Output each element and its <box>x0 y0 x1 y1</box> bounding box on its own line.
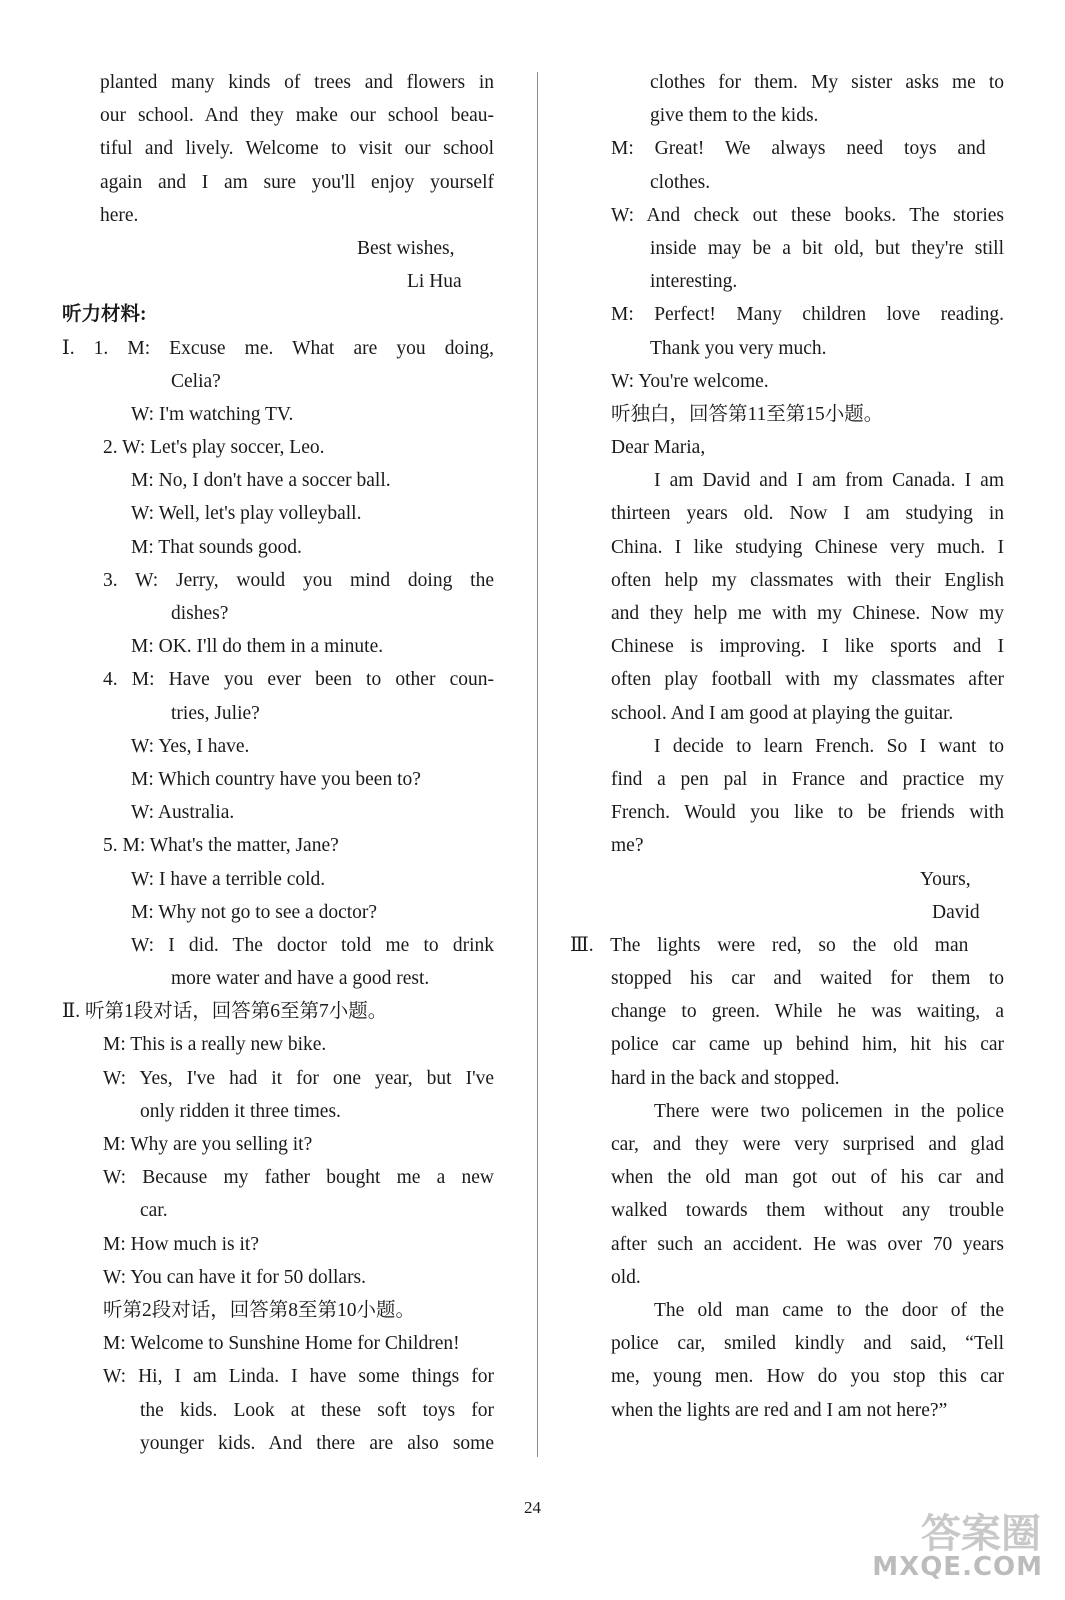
watermark-logo <box>870 1500 1055 1590</box>
text-line: after such an accident. He was over 70 years <box>611 1233 1004 1255</box>
right-column <box>570 66 1004 1427</box>
text-line: Ⅲ. The lights were red, so the old man <box>570 934 969 956</box>
text-line: when the lights are red and I am not here?” <box>611 1399 948 1421</box>
text-line: younger kids. And there are also some <box>140 1432 494 1454</box>
text-line: W: Hi, I am Linda. I have some things for <box>103 1366 494 1388</box>
text-line: M: That sounds good. <box>131 536 302 558</box>
text-line: Ⅱ. 听第1段对话，回答第6至第7小题。 <box>62 1001 388 1023</box>
text-line: clothes. <box>650 171 711 193</box>
text-line: French. Would you like to be friends with <box>611 802 1004 824</box>
column-divider <box>537 72 538 1457</box>
text-line: Li Hua <box>407 271 462 293</box>
text-line: W: Yes, I have. <box>131 735 250 757</box>
text-line: planted many kinds of trees and flowers in <box>100 72 494 93</box>
text-line: Dear Maria, <box>611 437 706 459</box>
text-line: thirteen years old. Now I am studying in <box>611 503 1004 525</box>
text-line: police car, smiled kindly and said, “Tell <box>611 1333 1004 1355</box>
text-line: often play football with my classmates after <box>611 669 1004 691</box>
text-line: walked towards them without any trouble <box>611 1200 1004 1222</box>
text-line: Best wishes, <box>357 237 455 259</box>
text-line: clothes for them. My sister asks me to <box>650 72 1004 93</box>
text-line: W: Yes, I've had it for one year, but I've <box>103 1067 494 1089</box>
text-line: Thank you very much. <box>650 337 827 359</box>
text-line: dishes? <box>171 603 229 624</box>
text-line: M: OK. I'll do them in a minute. <box>131 636 384 658</box>
watermark-top-text: 答案圈 <box>921 1511 1041 1557</box>
text-line: interesting. <box>650 271 738 293</box>
text-line: M: Perfect! Many children love reading. <box>611 304 1004 326</box>
text-line: more water and have a good rest. <box>171 968 430 990</box>
text-line: W: I'm watching TV. <box>131 403 294 425</box>
text-line: 3. W: Jerry, would you mind doing the <box>103 569 494 591</box>
text-line: David <box>932 901 980 923</box>
text-line: Ⅰ. 1. M: Excuse me. What are you doing, <box>62 337 494 359</box>
text-line: I am David and I am from Canada. I am <box>654 470 1004 492</box>
text-line: often help my classmates with their English <box>611 569 1004 591</box>
page-number: 24 <box>524 1498 541 1517</box>
text-line: find a pen pal in France and practice my <box>611 768 1004 790</box>
left-column <box>62 66 494 1460</box>
text-line: hard in the back and stopped. <box>611 1067 840 1089</box>
text-line: only ridden it three times. <box>140 1100 341 1122</box>
text-line: police car came up behind him, hit his car <box>611 1034 1004 1056</box>
text-line: me? <box>611 835 644 857</box>
text-line: M: Welcome to Sunshine Home for Children! <box>103 1333 460 1355</box>
text-line: Chinese is improving. I like sports and I <box>611 636 1004 658</box>
text-line: W: I have a terrible cold. <box>131 868 326 890</box>
text-line: give them to the kids. <box>650 105 819 127</box>
text-line: W: Because my father bought me a new <box>103 1167 494 1189</box>
text-line: tries, Julie? <box>171 702 260 724</box>
text-line: me, young men. How do you stop this car <box>611 1366 1004 1388</box>
text-line: M: This is a really new bike. <box>103 1034 327 1056</box>
text-line: W: And check out these books. The stories <box>611 204 1004 226</box>
watermark-bottom-text: MXQE.COM <box>872 1552 1043 1582</box>
text-line: 2. W: Let's play soccer, Leo. <box>103 437 325 459</box>
text-line: inside may be a bit old, but they're still <box>650 237 1004 259</box>
text-line: school. And I am good at playing the guitar. <box>611 702 954 724</box>
text-line: Celia? <box>171 370 221 392</box>
text-line: M: No, I don't have a soccer ball. <box>131 470 391 492</box>
text-line: and they help me with my Chinese. Now my <box>611 603 1004 624</box>
text-line: the kids. Look at these soft toys for <box>140 1399 494 1421</box>
text-line: W: You can have it for 50 dollars. <box>103 1266 367 1288</box>
text-line: There were two policemen in the police <box>654 1100 1004 1122</box>
text-line: 听第2段对话，回答第8至第10小题。 <box>103 1299 416 1321</box>
text-line: again and I am sure you'll enjoy yourself <box>100 171 494 193</box>
text-line: 5. M: What's the matter, Jane? <box>103 835 339 857</box>
text-line: M: Why are you selling it? <box>103 1134 313 1155</box>
text-line: W: Australia. <box>131 802 235 824</box>
text-line: old. <box>611 1266 641 1288</box>
text-line: M: How much is it? <box>103 1233 259 1255</box>
text-line: car. <box>140 1200 168 1222</box>
text-line: tiful and lively. Welcome to visit our school <box>100 138 494 160</box>
text-line: W: You're welcome. <box>611 370 769 392</box>
text-line: car, and they were very surprised and glad <box>611 1134 1004 1155</box>
text-line: The old man came to the door of the <box>654 1299 1004 1321</box>
text-line: W: I did. The doctor told me to drink <box>131 934 494 956</box>
text-line: 听力材料: <box>62 304 147 326</box>
text-line: China. I like studying Chinese very much. I <box>611 536 1004 558</box>
text-line: M: Which country have you been to? <box>131 768 421 790</box>
text-line: 听独白，回答第11至第15小题。 <box>611 403 884 425</box>
text-line: stopped his car and waited for them to <box>611 968 1004 990</box>
text-line: M: Why not go to see a doctor? <box>131 901 378 923</box>
text-line: here. <box>100 204 139 226</box>
text-line: M: Great! We always need toys and <box>611 138 986 160</box>
text-line: change to green. While he was waiting, a <box>611 1001 1004 1023</box>
text-line: when the old man got out of his car and <box>611 1167 1004 1189</box>
text-line: our school. And they make our school beau- <box>100 105 494 127</box>
text-line: Yours, <box>920 868 971 890</box>
text-line: I decide to learn French. So I want to <box>654 735 1004 757</box>
text-line: W: Well, let's play volleyball. <box>131 503 362 525</box>
text-line: 4. M: Have you ever been to other coun- <box>103 669 494 691</box>
